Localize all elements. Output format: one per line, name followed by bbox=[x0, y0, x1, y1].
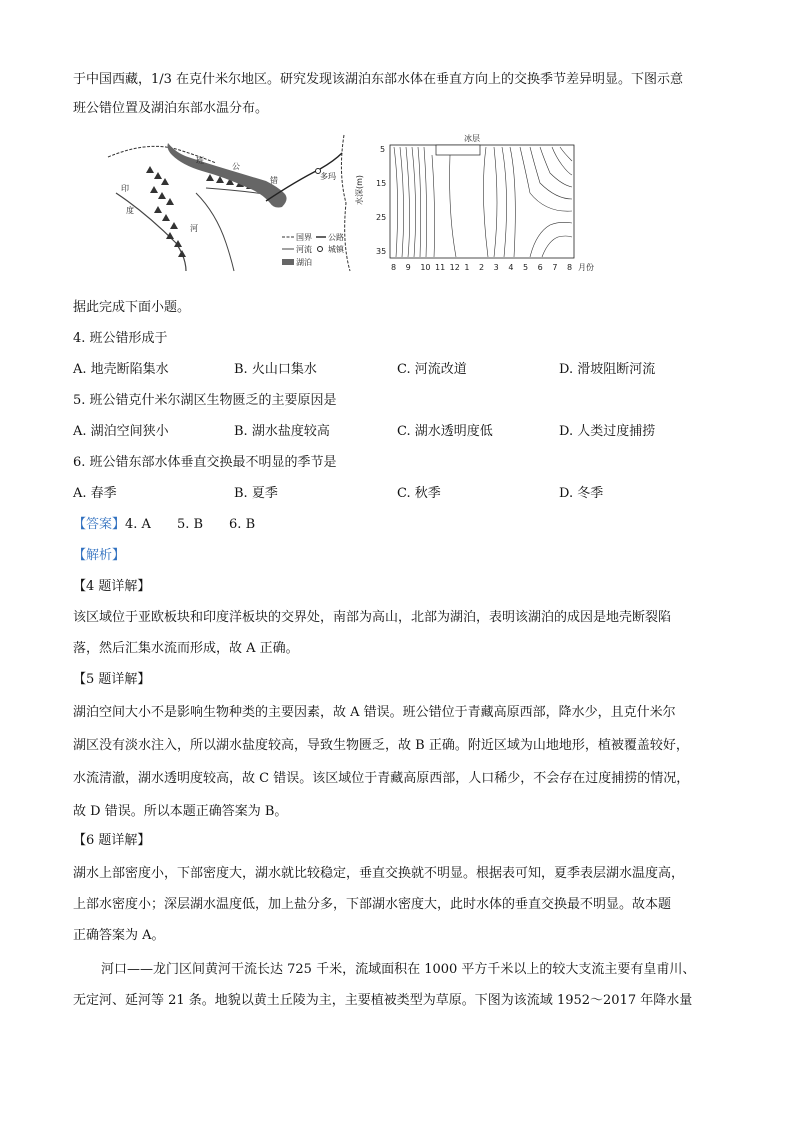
detail-4-line: 落，然后汇集水流而形成，故 A 正确。 bbox=[73, 641, 299, 656]
detail-5-line: 湖泊空间大小不是影响生物种类的主要因素，故 A 错误。班公错位于青藏高原西部，降水少，且克什米尔 bbox=[73, 705, 676, 720]
x-tick: 6 bbox=[537, 263, 543, 272]
detail-4-title: 【4 题详解】 bbox=[73, 579, 151, 594]
answer-line bbox=[73, 516, 255, 534]
svg-text:城镇: 城镇 bbox=[328, 245, 344, 254]
svg-text:河流: 河流 bbox=[296, 245, 312, 254]
y-axis-label: 水深(m) bbox=[355, 174, 364, 205]
q4-option-d: D. 滑坡阻断河流 bbox=[559, 362, 656, 377]
detail-5-line: 故 D 错误。所以本题正确答案为 B。 bbox=[73, 804, 288, 819]
map-label-he: 河 bbox=[190, 224, 198, 233]
q5-option-a: A. 湖泊空间狭小 bbox=[73, 424, 169, 439]
passage-line-1: 河口——龙门区间黄河干流长达 725 千米，流域面积在 1000 平方千米以上的较大支流主要有皇甫川、 bbox=[101, 962, 696, 977]
ice-layer-label: 冰层 bbox=[464, 134, 480, 143]
detail-6-line: 正确答案为 A。 bbox=[73, 928, 165, 943]
map-label-gong: 公 bbox=[232, 162, 240, 171]
passage-line-2: 无定河、延河等 21 条。地貌以黄土丘陵为主，主要植被类型为草原。下图为该流域 1952～2017 年降水量 bbox=[73, 993, 693, 1008]
q6-option-b: B. 夏季 bbox=[234, 486, 278, 501]
map-label-ban: 班 bbox=[196, 156, 204, 165]
q5-option-d: D. 人类过度捕捞 bbox=[559, 424, 656, 439]
q6-option-d: D. 冬季 bbox=[559, 486, 604, 501]
detail-4-line: 该区域位于亚欧板块和印度洋板块的交界处，南部为高山，北部为湖泊，表明该湖泊的成因是地壳断裂陷 bbox=[73, 610, 672, 625]
answer-text: 4. A 5. B 6. B bbox=[125, 517, 256, 532]
map-label-cuo: 错 bbox=[270, 176, 278, 185]
x-ticks bbox=[391, 263, 572, 272]
question-4-stem: 4. 班公错形成于 bbox=[73, 331, 168, 346]
x-tick: 5 bbox=[523, 263, 529, 272]
x-tick: 3 bbox=[493, 263, 499, 272]
svg-text:公路: 公路 bbox=[328, 233, 344, 242]
answer-label: 【答案】 bbox=[73, 517, 126, 532]
detail-6-title: 【6 题详解】 bbox=[73, 833, 151, 848]
svg-text:湖泊: 湖泊 bbox=[296, 258, 312, 267]
x-tick: 1 bbox=[464, 263, 470, 272]
x-tick: 8 bbox=[391, 263, 397, 272]
x-tick: 11 bbox=[435, 263, 446, 272]
x-tick: 8 bbox=[567, 263, 573, 272]
x-axis-unit: 月份 bbox=[578, 263, 594, 272]
detail-5-line: 水流清澈，湖水透明度较高，故 C 错误。该区域位于青藏高原西部，人口稀少，不会存在过度捕捞的情况， bbox=[73, 771, 690, 786]
y-tick: 25 bbox=[376, 213, 387, 222]
map-label-du: 度 bbox=[126, 206, 134, 215]
x-tick: 12 bbox=[449, 263, 460, 272]
map-label-duoma: 多玛 bbox=[320, 172, 336, 181]
detail-6-line: 上部水密度小；深层湖水温度低，加上盐分多，下部湖水密度大，此时水体的垂直交换最不明显。故本题 bbox=[73, 897, 672, 912]
q5-option-c: C. 湖水透明度低 bbox=[397, 424, 493, 439]
q6-option-c: C. 秋季 bbox=[397, 486, 441, 501]
detail-5-title: 【5 题详解】 bbox=[73, 672, 151, 687]
ice-layer bbox=[436, 145, 480, 155]
detail-6-line: 湖水上部密度小，下部密度大，湖水就比较稳定，垂直交换就不明显。根据表可知，夏季表层湖水温度高， bbox=[73, 866, 685, 881]
svg-text:国界: 国界 bbox=[296, 233, 312, 242]
x-tick: 4 bbox=[508, 263, 514, 272]
q5-option-b: B. 湖水盐度较高 bbox=[234, 424, 330, 439]
instruction-text: 据此完成下面小题。 bbox=[73, 300, 191, 315]
question-5-stem: 5. 班公错克什米尔湖区生物匮乏的主要原因是 bbox=[73, 393, 337, 408]
x-tick: 7 bbox=[552, 263, 558, 272]
q4-option-a: A. 地壳断陷集水 bbox=[73, 362, 169, 377]
x-tick: 9 bbox=[405, 263, 411, 272]
y-tick: 5 bbox=[380, 145, 386, 154]
chart-frame bbox=[390, 145, 574, 258]
x-tick: 10 bbox=[420, 263, 431, 272]
question-6-stem: 6. 班公错东部水体垂直交换最不明显的季节是 bbox=[73, 455, 337, 470]
water-temperature-chart bbox=[355, 133, 600, 275]
bangong-map bbox=[106, 133, 352, 273]
q6-option-a: A. 春季 bbox=[73, 486, 117, 501]
intro-line-2: 班公错位置及湖泊东部水温分布。 bbox=[73, 101, 269, 116]
intro-line-1: 于中国西藏，1/3 在克什米尔地区。研究发现该湖泊东部水体在垂直方向上的交换季节差异明显。下图示意 bbox=[73, 72, 684, 87]
analysis-label: 【解析】 bbox=[73, 548, 126, 563]
map-label-yin: 印 bbox=[121, 184, 129, 193]
q4-option-c: C. 河流改道 bbox=[397, 362, 467, 377]
x-tick: 2 bbox=[479, 263, 485, 272]
q4-option-b: B. 火山口集水 bbox=[234, 362, 317, 377]
y-tick: 15 bbox=[376, 179, 387, 188]
y-tick: 35 bbox=[376, 247, 387, 256]
detail-5-line: 湖区没有淡水注入，所以湖水盐度较高，导致生物匮乏，故 B 正确。附近区域为山地地形，植被覆盖较好， bbox=[73, 738, 689, 753]
